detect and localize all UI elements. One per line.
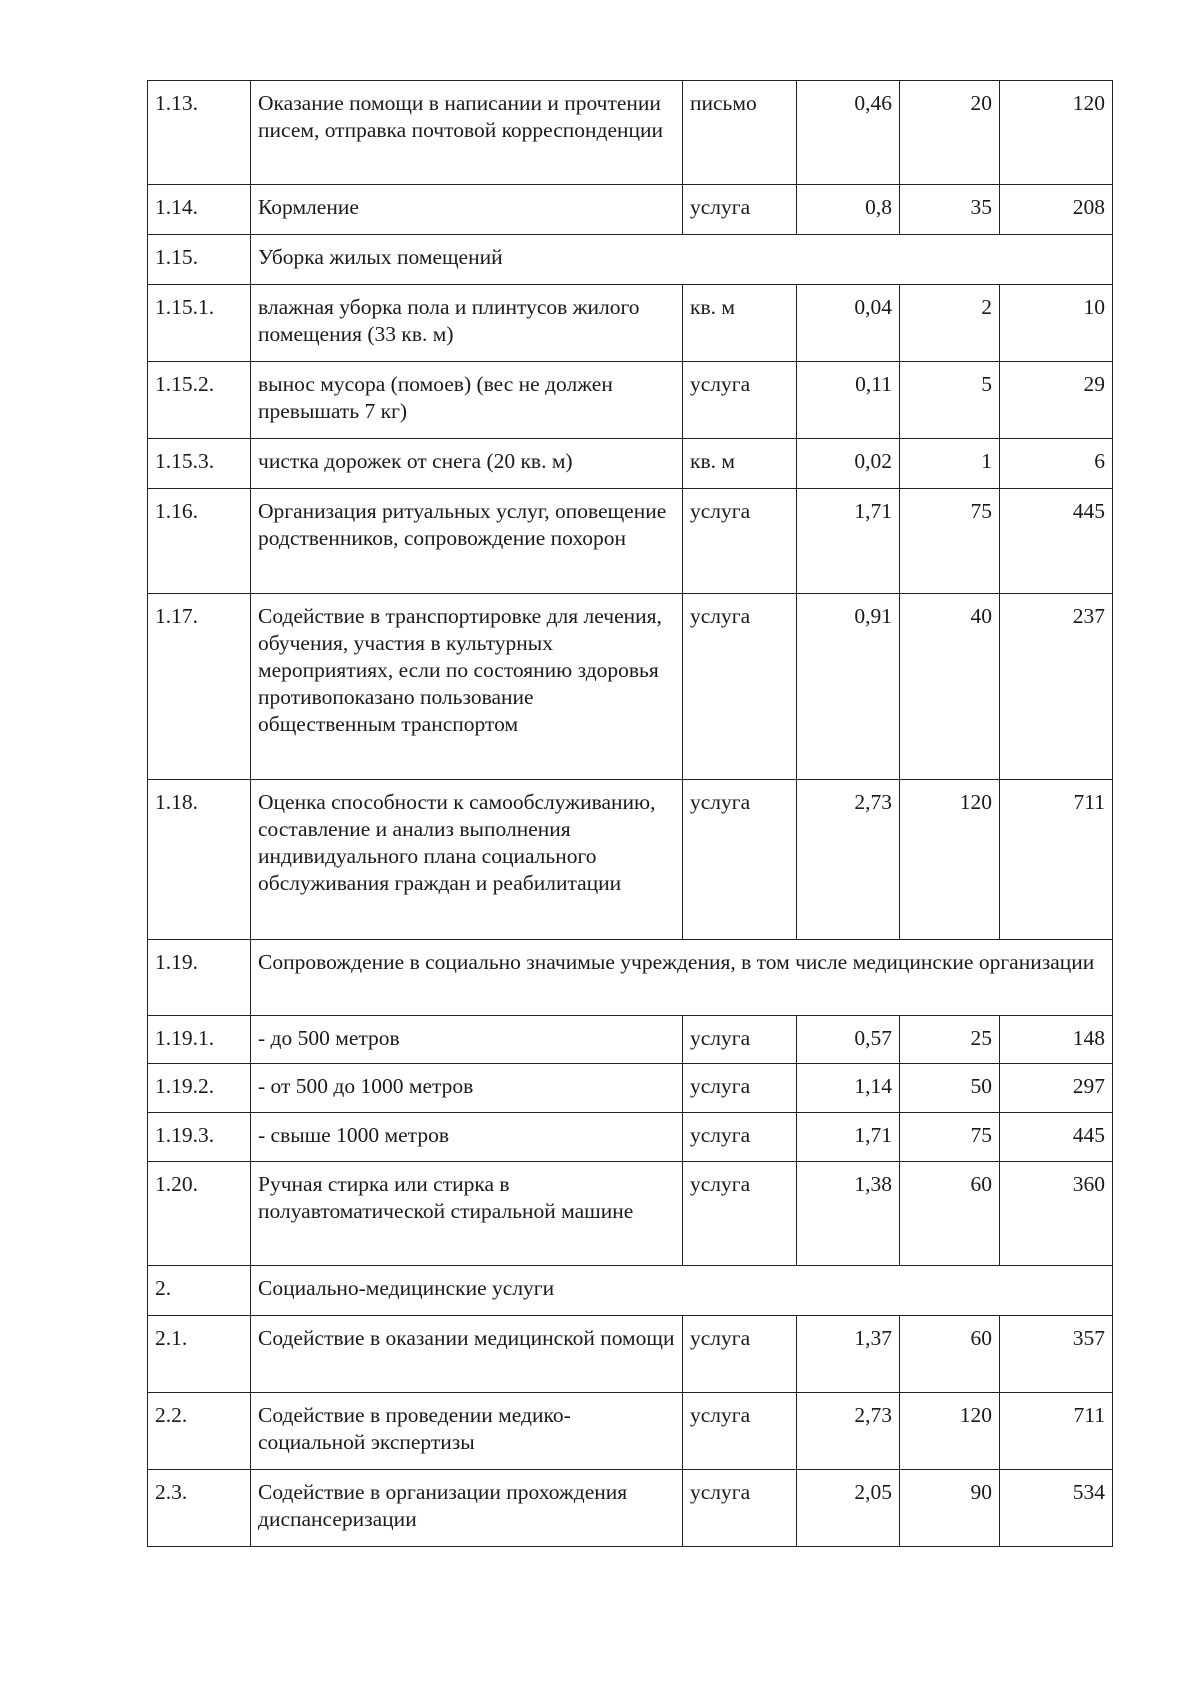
row-number: 1.17. — [148, 594, 251, 780]
value-col-4: 1,38 — [797, 1162, 900, 1266]
table-row — [148, 81, 1113, 185]
service-name: Кормление — [251, 185, 683, 235]
value-col-4: 2,73 — [797, 780, 900, 940]
unit-of-measure: услуга — [683, 1064, 797, 1113]
value-col-6: 237 — [1000, 594, 1113, 780]
value-col-4: 0,02 — [797, 439, 900, 489]
service-name: Оценка способности к самообслуживанию, составление и анализ выполнения индивидуального плана социального обслуживания граждан и реабилитации — [251, 780, 683, 940]
table-row — [148, 1393, 1113, 1470]
value-col-6: 445 — [1000, 1113, 1113, 1162]
row-number: 1.20. — [148, 1162, 251, 1266]
value-col-5: 75 — [900, 1113, 1000, 1162]
unit-of-measure: письмо — [683, 81, 797, 185]
row-number: 2.1. — [148, 1316, 251, 1393]
service-name: - от 500 до 1000 метров — [251, 1064, 683, 1113]
unit-of-measure: услуга — [683, 1016, 797, 1064]
value-col-6: 711 — [1000, 1393, 1113, 1470]
value-col-6: 120 — [1000, 81, 1113, 185]
value-col-6: 208 — [1000, 185, 1113, 235]
table-body — [148, 81, 1113, 1547]
table-row — [148, 362, 1113, 439]
row-number: 2.2. — [148, 1393, 251, 1470]
value-col-4: 0,91 — [797, 594, 900, 780]
value-col-4: 0,04 — [797, 285, 900, 362]
unit-of-measure: услуга — [683, 185, 797, 235]
unit-of-measure: кв. м — [683, 439, 797, 489]
unit-of-measure: услуга — [683, 1393, 797, 1470]
row-number: 1.18. — [148, 780, 251, 940]
table-row — [148, 1113, 1113, 1162]
value-col-5: 5 — [900, 362, 1000, 439]
service-name: влажная уборка пола и плинтусов жилого помещения (33 кв. м) — [251, 285, 683, 362]
value-col-6: 6 — [1000, 439, 1113, 489]
value-col-5: 50 — [900, 1064, 1000, 1113]
value-col-4: 0,57 — [797, 1016, 900, 1064]
table-row — [148, 1016, 1113, 1064]
value-col-5: 25 — [900, 1016, 1000, 1064]
table-row — [148, 594, 1113, 780]
value-col-4: 0,8 — [797, 185, 900, 235]
table-section-row — [148, 940, 1113, 1016]
value-col-5: 20 — [900, 81, 1000, 185]
table-row — [148, 185, 1113, 235]
table-row — [148, 1162, 1113, 1266]
row-number: 1.15.2. — [148, 362, 251, 439]
table-row — [148, 285, 1113, 362]
unit-of-measure: услуга — [683, 1162, 797, 1266]
value-col-6: 445 — [1000, 489, 1113, 594]
table-row — [148, 1470, 1113, 1547]
value-col-5: 90 — [900, 1470, 1000, 1547]
row-number: 1.19.3. — [148, 1113, 251, 1162]
service-name: вынос мусора (помоев) (вес не должен превышать 7 кг) — [251, 362, 683, 439]
service-name: Оказание помощи в написании и прочтении писем, отправка почтовой корреспонденции — [251, 81, 683, 185]
value-col-4: 2,73 — [797, 1393, 900, 1470]
row-number: 1.15. — [148, 235, 251, 285]
unit-of-measure: услуга — [683, 1316, 797, 1393]
service-name: Содействие в проведении медико-социальной экспертизы — [251, 1393, 683, 1470]
table-section-row — [148, 1266, 1113, 1316]
table-row — [148, 1064, 1113, 1113]
table-row — [148, 439, 1113, 489]
unit-of-measure: кв. м — [683, 285, 797, 362]
row-number: 1.14. — [148, 185, 251, 235]
section-title: Сопровождение в социально значимые учреждения, в том числе медицинские организации — [251, 940, 1113, 1016]
row-number: 1.15.3. — [148, 439, 251, 489]
unit-of-measure: услуга — [683, 362, 797, 439]
services-tariff-table — [147, 80, 1113, 1547]
row-number: 1.19.1. — [148, 1016, 251, 1064]
service-name: - до 500 метров — [251, 1016, 683, 1064]
row-number: 2.3. — [148, 1470, 251, 1547]
row-number: 1.19. — [148, 940, 251, 1016]
row-number: 1.19.2. — [148, 1064, 251, 1113]
value-col-6: 297 — [1000, 1064, 1113, 1113]
table-section-row — [148, 235, 1113, 285]
unit-of-measure: услуга — [683, 780, 797, 940]
service-name: Содействие в транспортировке для лечения, обучения, участия в культурных мероприятиях, если по состоянию здоровья противопоказано пользование общественным транспортом — [251, 594, 683, 780]
row-number: 2. — [148, 1266, 251, 1316]
section-title: Социально-медицинские услуги — [251, 1266, 1113, 1316]
value-col-5: 35 — [900, 185, 1000, 235]
value-col-4: 1,71 — [797, 1113, 900, 1162]
value-col-5: 75 — [900, 489, 1000, 594]
table-row — [148, 780, 1113, 940]
value-col-5: 60 — [900, 1162, 1000, 1266]
row-number: 1.13. — [148, 81, 251, 185]
service-name: Организация ритуальных услуг, оповещение родственников, сопровождение похорон — [251, 489, 683, 594]
table-row — [148, 489, 1113, 594]
value-col-5: 120 — [900, 1393, 1000, 1470]
service-name: - свыше 1000 метров — [251, 1113, 683, 1162]
value-col-4: 1,14 — [797, 1064, 900, 1113]
value-col-6: 360 — [1000, 1162, 1113, 1266]
service-name: Содействие в оказании медицинской помощи — [251, 1316, 683, 1393]
unit-of-measure: услуга — [683, 594, 797, 780]
value-col-4: 0,46 — [797, 81, 900, 185]
value-col-6: 357 — [1000, 1316, 1113, 1393]
value-col-5: 60 — [900, 1316, 1000, 1393]
row-number: 1.16. — [148, 489, 251, 594]
service-name: чистка дорожек от снега (20 кв. м) — [251, 439, 683, 489]
value-col-5: 40 — [900, 594, 1000, 780]
service-name: Содействие в организации прохождения диспансеризации — [251, 1470, 683, 1547]
value-col-5: 1 — [900, 439, 1000, 489]
value-col-6: 711 — [1000, 780, 1113, 940]
value-col-6: 148 — [1000, 1016, 1113, 1064]
value-col-4: 0,11 — [797, 362, 900, 439]
value-col-5: 2 — [900, 285, 1000, 362]
service-name: Ручная стирка или стирка в полуавтоматической стиральной машине — [251, 1162, 683, 1266]
unit-of-measure: услуга — [683, 1113, 797, 1162]
value-col-6: 10 — [1000, 285, 1113, 362]
value-col-4: 1,37 — [797, 1316, 900, 1393]
value-col-4: 1,71 — [797, 489, 900, 594]
unit-of-measure: услуга — [683, 489, 797, 594]
unit-of-measure: услуга — [683, 1470, 797, 1547]
value-col-6: 29 — [1000, 362, 1113, 439]
section-title: Уборка жилых помещений — [251, 235, 1113, 285]
value-col-5: 120 — [900, 780, 1000, 940]
row-number: 1.15.1. — [148, 285, 251, 362]
value-col-6: 534 — [1000, 1470, 1113, 1547]
value-col-4: 2,05 — [797, 1470, 900, 1547]
table-row — [148, 1316, 1113, 1393]
